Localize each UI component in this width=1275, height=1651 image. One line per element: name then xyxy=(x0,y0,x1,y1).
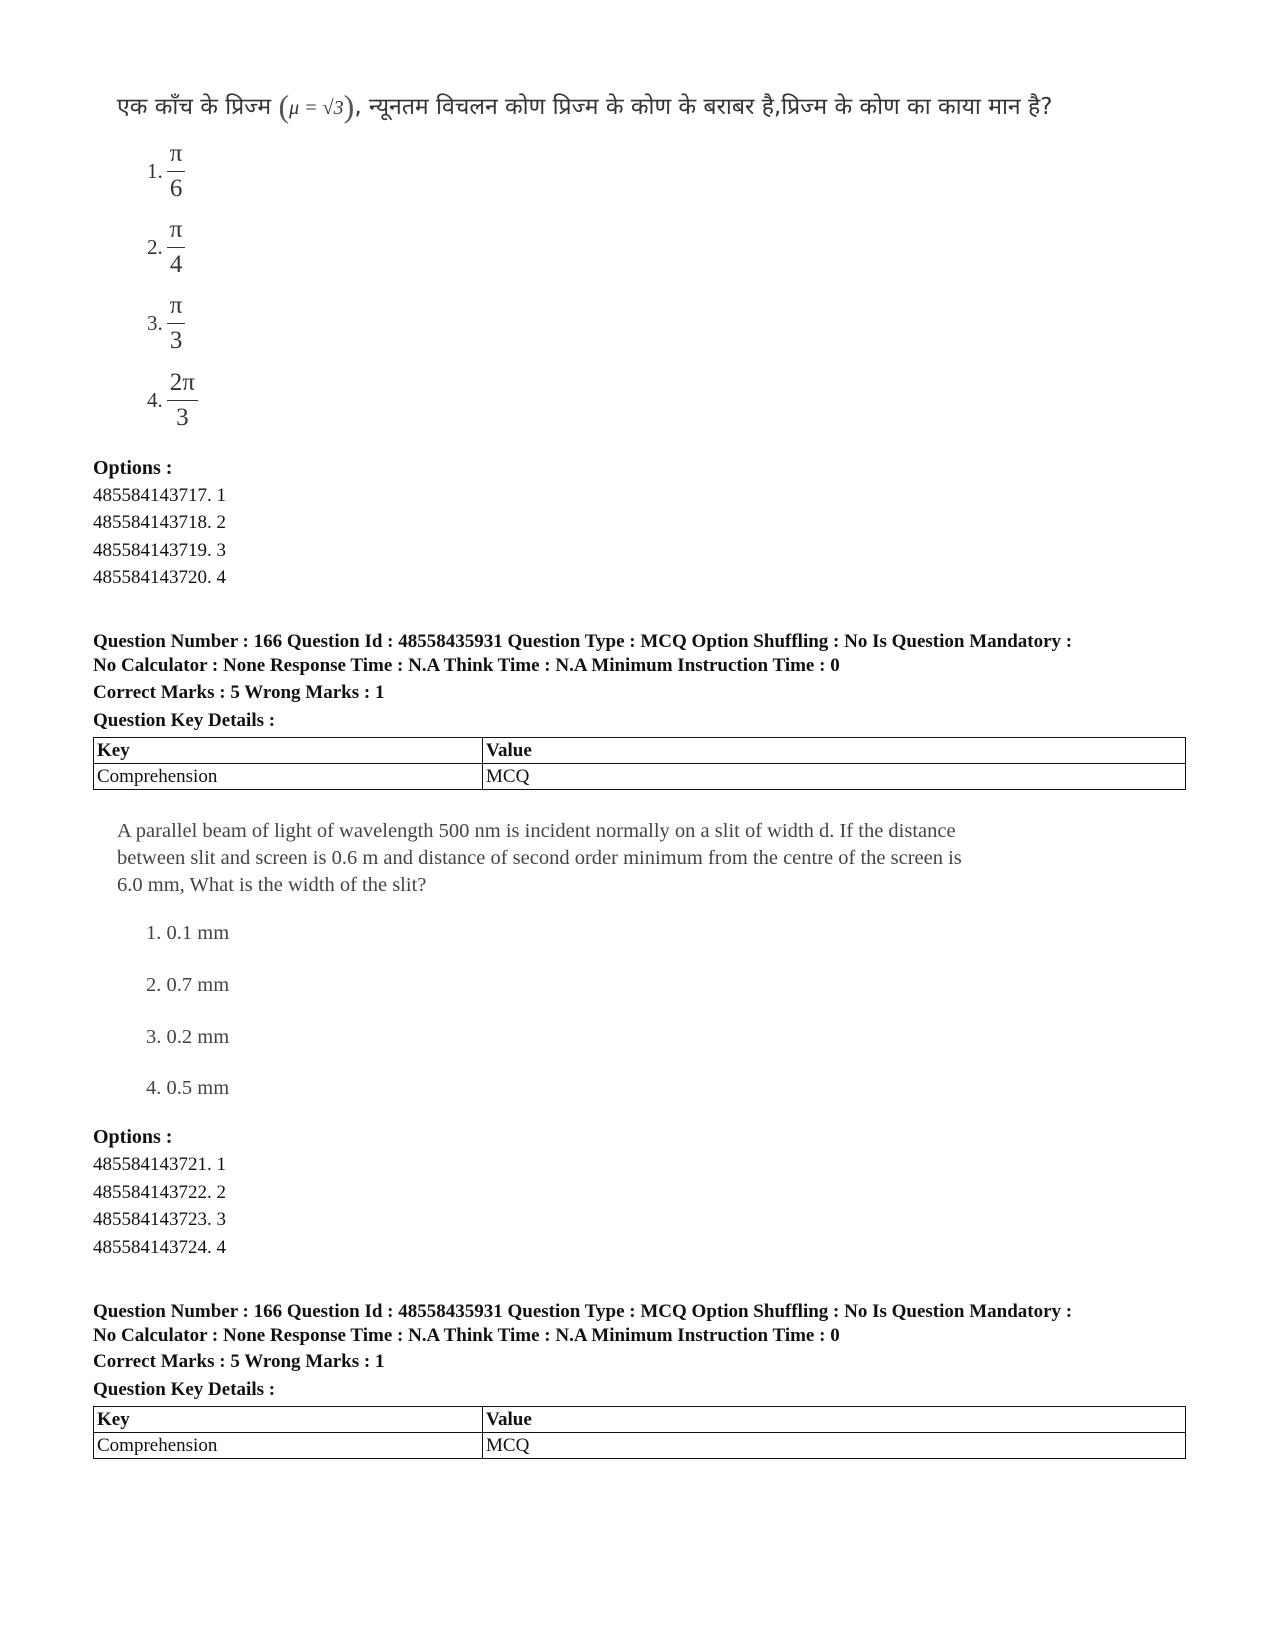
meta-line: Question Number : 166 Question Id : 48558435931 Question Type : MCQ Option Shuffling : No Is Question Mandatory : xyxy=(93,631,1073,652)
option-id: 485584143718. 2 xyxy=(93,512,226,533)
numerator: 2π xyxy=(169,369,195,396)
denominator: 3 xyxy=(169,327,183,354)
question-text-part: एक काँच के प्रिज्म xyxy=(117,94,272,120)
table-header-value: Value xyxy=(483,1407,1186,1433)
option-id: 485584143720. 4 xyxy=(93,567,226,588)
option-id: 485584143721. 1 xyxy=(93,1154,226,1175)
question-line: between slit and screen is 0.6 m and distance of second order minimum from the centre of the screen is xyxy=(117,847,962,869)
paren-open: ( xyxy=(278,88,290,124)
options-label: Options : xyxy=(93,457,173,479)
question-meta xyxy=(93,1300,1193,1348)
question-meta xyxy=(93,630,1193,678)
key-details-label: Question Key Details : xyxy=(93,710,276,731)
choice-1 xyxy=(147,140,185,203)
denominator: 4 xyxy=(169,251,183,278)
table-row xyxy=(94,1433,1186,1459)
refractive-index-math: μ = √3 xyxy=(289,97,344,119)
question-text-part: , न्यूनतम विचलन कोण प्रिज्म के कोण के बराबर है,प्रिज्म के कोण का काया मान है? xyxy=(354,94,1053,120)
table-header-row xyxy=(94,1407,1186,1433)
denominator: 3 xyxy=(176,404,189,431)
fraction xyxy=(167,292,186,355)
question-line: A parallel beam of light of wavelength 500 nm is incident normally on a slit of width d. If the distance xyxy=(117,820,956,842)
denominator: 6 xyxy=(169,175,183,202)
meta-line: No Calculator : None Response Time : N.A Think Time : N.A Minimum Instruction Time : 0 xyxy=(93,655,840,676)
choice-number: 4. xyxy=(147,387,163,412)
table-row xyxy=(94,764,1186,790)
option-id: 485584143723. 3 xyxy=(93,1209,226,1230)
question-text-hindi xyxy=(117,88,1052,125)
numerator: π xyxy=(169,292,183,319)
numerator: π xyxy=(169,216,183,243)
choice-4: 4. 0.5 mm xyxy=(146,1077,230,1099)
marks-line: Correct Marks : 5 Wrong Marks : 1 xyxy=(93,682,385,703)
table-header-value: Value xyxy=(483,738,1186,764)
table-cell-key: Comprehension xyxy=(94,764,483,790)
table-cell-key: Comprehension xyxy=(94,1433,483,1459)
option-id: 485584143719. 3 xyxy=(93,540,226,561)
fraction xyxy=(167,216,186,279)
table-header-row xyxy=(94,738,1186,764)
choice-number: 3. xyxy=(147,310,163,335)
meta-line: Question Number : 166 Question Id : 48558435931 Question Type : MCQ Option Shuffling : No Is Question Mandatory : xyxy=(93,1301,1073,1322)
choice-1: 1. 0.1 mm xyxy=(146,922,230,944)
options-label: Options : xyxy=(93,1126,173,1148)
table-header-key: Key xyxy=(94,738,483,764)
key-details-table xyxy=(93,737,1186,790)
fraction xyxy=(167,369,198,432)
choice-2 xyxy=(147,216,185,279)
paren-close: ) xyxy=(343,88,355,124)
option-id: 485584143722. 2 xyxy=(93,1182,226,1203)
option-id: 485584143724. 4 xyxy=(93,1237,226,1258)
table-cell-value: MCQ xyxy=(483,1433,1186,1459)
option-id: 485584143717. 1 xyxy=(93,485,226,506)
table-header-key: Key xyxy=(94,1407,483,1433)
marks-line: Correct Marks : 5 Wrong Marks : 1 xyxy=(93,1351,385,1372)
question-text-english xyxy=(117,818,1117,899)
choice-2: 2. 0.7 mm xyxy=(146,974,230,996)
choice-3: 3. 0.2 mm xyxy=(146,1026,230,1048)
numerator: π xyxy=(169,140,183,167)
choice-3 xyxy=(147,292,185,355)
question-line: 6.0 mm, What is the width of the slit? xyxy=(117,874,427,896)
key-details-label: Question Key Details : xyxy=(93,1379,276,1400)
fraction xyxy=(167,140,186,203)
key-details-table xyxy=(93,1406,1186,1459)
choice-number: 2. xyxy=(147,234,163,259)
choice-number: 1. xyxy=(147,158,163,183)
choice-4 xyxy=(147,369,198,432)
table-cell-value: MCQ xyxy=(483,764,1186,790)
meta-line: No Calculator : None Response Time : N.A Think Time : N.A Minimum Instruction Time : 0 xyxy=(93,1325,840,1346)
